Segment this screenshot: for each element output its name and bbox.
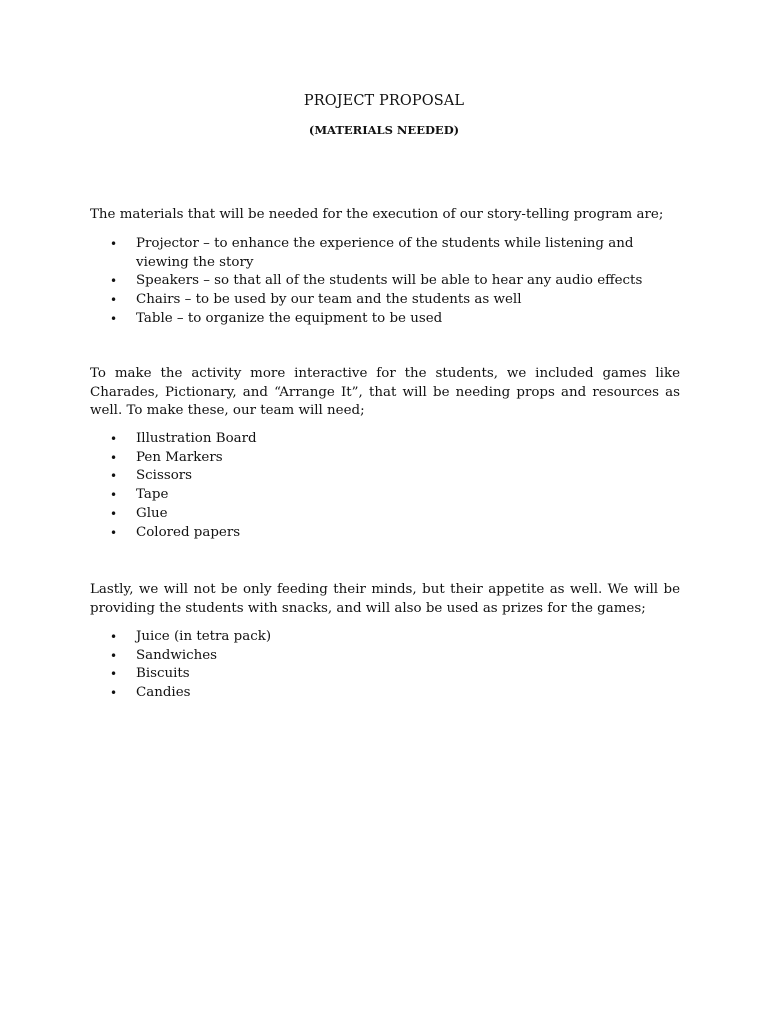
list-item-text: Scissors [136,468,193,484]
list-item [90,272,680,291]
bullet-icon: • [110,488,118,503]
document-subtitle: (MATERIALS NEEDED) [308,123,460,137]
intro-paragraph: The materials that will be needed for the execution of our story-telling program are; [90,207,664,222]
list-item [90,235,680,272]
props-list [90,430,680,542]
bullet-icon: • [110,630,118,644]
list-item [90,430,680,449]
bullet-icon: • [110,686,118,701]
list-item [90,486,680,505]
list-item [90,647,680,666]
bullet-icon: • [110,469,118,484]
list-item-text: Tape [136,487,169,503]
bullet-icon: • [110,506,118,521]
list-item-text: Table – to organize the equipment to be used [136,310,443,326]
list-item [90,524,680,543]
list-item [90,310,680,329]
bullet-icon: • [110,237,118,251]
list-item-text: Candies [136,685,191,701]
list-item [90,505,680,524]
list-item [90,449,680,468]
snacks-paragraph: Lastly, we will not be only feeding their minds, but their appetite as well. We will be providing the students with snacks, and will also be used as prizes for the games; [90,582,680,616]
list-item [90,665,680,684]
bullet-icon: • [110,293,118,308]
list-item [90,628,680,647]
list-item [90,684,680,703]
list-item-text: Sandwiches [136,647,218,663]
games-paragraph: To make the activity more interactive for the students, we included games like Charades, Pictionary, and “Arrange It”, that will be needing props and resources as well. To make these, our team will need; [90,366,680,419]
bullet-icon: • [110,311,118,326]
list-item-text: Glue [136,505,168,521]
bullet-icon: • [110,274,118,289]
bullet-icon: • [110,525,118,540]
list-item-text: Pen Markers [136,449,223,465]
list-item-text: Speakers – so that all of the students will be able to hear any audio effects [136,273,643,289]
equipment-list [90,235,680,329]
bullet-icon: • [110,648,118,663]
list-item-text: Projector – to enhance the experience of the students while listening and viewing the story [136,236,634,270]
bullet-icon: • [110,432,118,446]
snacks-list [90,628,680,703]
bullet-icon: • [110,667,118,682]
list-item [90,467,680,486]
document-title: PROJECT PROPOSAL [303,93,465,109]
list-item-text: Colored papers [136,524,241,540]
list-item-text: Juice (in tetra pack) [136,629,272,644]
bullet-icon: • [110,450,118,465]
list-item [90,291,680,310]
list-item-text: Illustration Board [136,431,257,446]
list-item-text: Chairs – to be used by our team and the students as well [136,292,522,308]
list-item-text: Biscuits [136,666,190,682]
